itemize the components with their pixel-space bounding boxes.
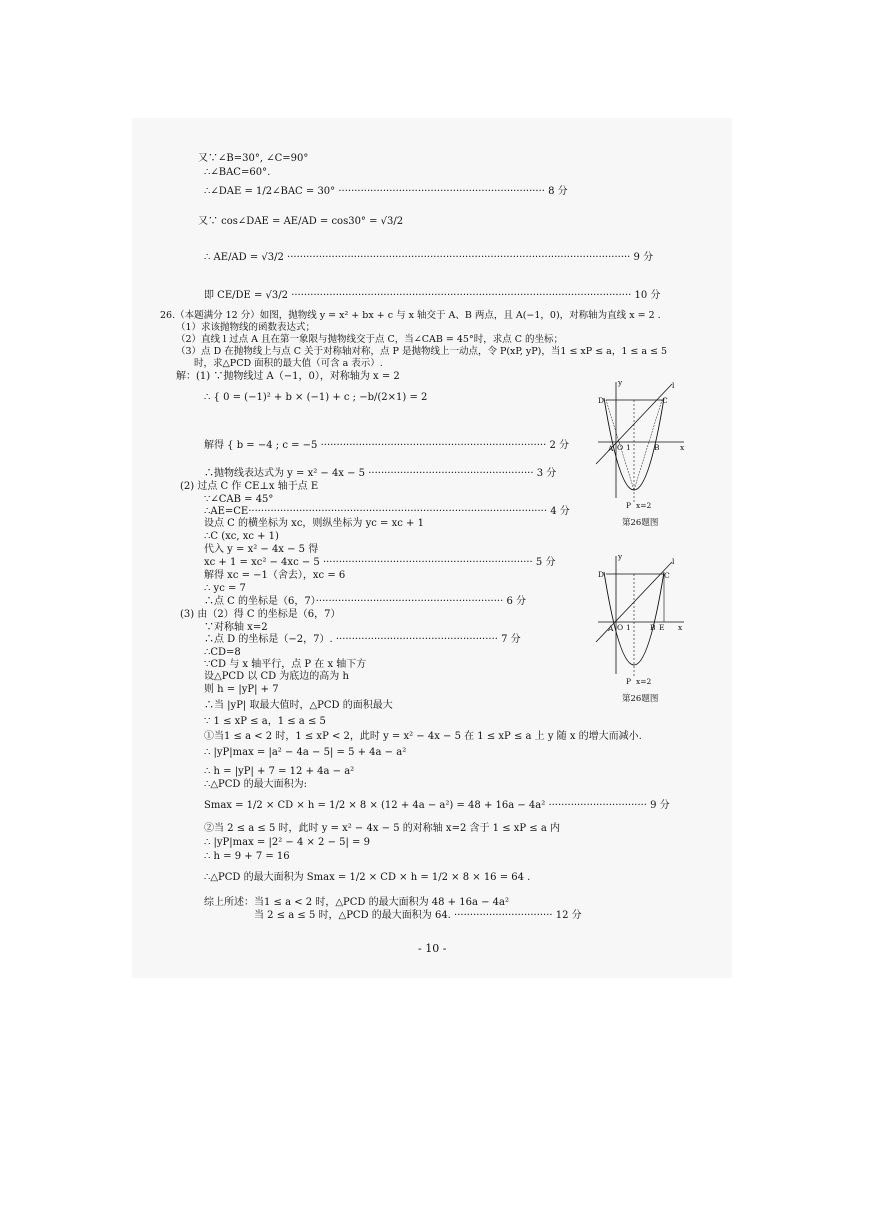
problem-part: （3）点 D 在抛物线上与点 C 关于对称轴对称，点 P 是抛物线上一动点，令 P(xP, yP)，当1 ≤ xP ≤ a，1 ≤ a ≤ 5 xyxy=(176,346,668,357)
solution-line: ∴ |yP|max = |a² − 4a − 5| = 5 + 4a − a² xyxy=(204,747,407,758)
solution-line: xc + 1 = xc² − 4xc − 5 ·································································· 5 分 xyxy=(204,557,556,568)
solution-line: ∴ { 0 = (−1)² + b × (−1) + c ; −b/(2×1) = 2 xyxy=(204,392,428,403)
solution-line: (2) 过点 C 作 CE⊥x 轴于点 E xyxy=(180,481,319,492)
solution-line: 又∵ cos∠DAE = AE/AD = cos30° = √3/2 xyxy=(198,216,404,227)
solution-line: ∴抛物线表达式为 y = x² − 4x − 5 ···················································· 3 分 xyxy=(204,468,557,479)
svg-text:P: P xyxy=(626,677,632,686)
solution-line: ∵∠CAB = 45° xyxy=(204,494,274,505)
problem-part: （1）求该抛物线的函数表达式； xyxy=(176,322,316,333)
figure-caption: 第26题图 xyxy=(622,694,659,704)
solution-line: (3) 由（2）得 C 的坐标是（6，7） xyxy=(180,609,341,620)
solution-line: ∴点 D 的坐标是（−2，7）. ··················································· 7 分 xyxy=(204,634,521,645)
svg-text:x: x xyxy=(678,623,683,632)
solution-line: 解：(1) ∵抛物线过 A（−1，0），对称轴为 x = 2 xyxy=(176,371,400,382)
svg-text:x=2: x=2 xyxy=(636,677,652,686)
solution-line: ∴C (xc, xc + 1) xyxy=(204,531,279,542)
parabola-figure-1 xyxy=(592,376,688,516)
solution-line: Smax = 1/2 × CD × h = 1/2 × 8 × (12 + 4a − a²) = 48 + 16a − 4a² ······························· 9 分 xyxy=(204,800,670,811)
problem-part: （2）直线 l 过点 A 且在第一象限与抛物线交于点 C，当∠CAB = 45°时，求点 C 的坐标； xyxy=(176,334,564,345)
solution-line: ∴ AE/AD = √3/2 ············································································································ 9 分 xyxy=(204,252,654,263)
svg-text:A: A xyxy=(608,624,614,633)
solution-line: 解得 xc = −1（舍去），xc = 6 xyxy=(204,570,346,581)
svg-text:y: y xyxy=(618,552,623,561)
page-number: - 10 - xyxy=(418,942,447,955)
parabola-figure-2 xyxy=(592,550,688,690)
solution-line: 即 CE/DE = √3/2 ··········································································································· 10 分 xyxy=(204,290,661,301)
svg-text:D: D xyxy=(598,396,605,405)
solution-line: ∴ h = |yP| + 7 = 12 + 4a − a² xyxy=(204,766,355,777)
svg-text:l: l xyxy=(672,557,675,566)
solution-line: ∴△PCD 的最大面积为: xyxy=(204,779,307,790)
svg-text:y: y xyxy=(618,378,623,387)
solution-line: 则 h = |yP| + 7 xyxy=(204,684,279,695)
solution-line: ∴CD=8 xyxy=(204,647,241,658)
solution-line: 代入 y = x² − 4x − 5 得 xyxy=(204,544,319,555)
solution-line: ∴AE=CE······························································································ 4 分 xyxy=(204,506,570,517)
solution-line: ∴△PCD 的最大面积为 Smax = 1/2 × CD × h = 1/2 × 8 × 16 = 64 . xyxy=(204,872,531,883)
solution-line: ∴点 C 的坐标是（6，7）··························································· 6 分 xyxy=(204,596,526,607)
svg-text:x: x xyxy=(680,443,685,452)
svg-text:A: A xyxy=(608,444,614,453)
svg-text:E: E xyxy=(659,623,665,632)
svg-text:O: O xyxy=(617,443,624,452)
svg-text:C: C xyxy=(662,396,668,405)
solution-line: ∴ h = 9 + 7 = 16 xyxy=(204,851,290,862)
solution-line: ①当1 ≤ a < 2 时，1 ≤ xP < 2，此时 y = x² − 4x − 5 在 1 ≤ xP ≤ a 上 y 随 x 的增大而减小. xyxy=(204,731,642,742)
solution-line: ②当 2 ≤ a ≤ 5 时，此时 y = x² − 4x − 5 的对称轴 x=2 含于 1 ≤ xP ≤ a 内 xyxy=(204,823,561,834)
svg-text:D: D xyxy=(598,570,605,579)
solution-line: 综上所述：当1 ≤ a < 2 时，△PCD 的最大面积为 48 + 16a − 4a² xyxy=(204,897,509,908)
solution-line: 设点 C 的横坐标为 xc，则纵坐标为 yc = xc + 1 xyxy=(204,518,424,529)
figure-caption: 第26题图 xyxy=(622,518,659,528)
solution-line: 解得 { b = −4 ; c = −5 ······································································· 2 分 xyxy=(204,440,569,451)
solution-line: 当 2 ≤ a ≤ 5 时，△PCD 的最大面积为 64. ······························· 12 分 xyxy=(254,910,582,921)
solution-line: ∵CD 与 x 轴平行，点 P 在 x 轴下方 xyxy=(204,659,367,670)
svg-text:1: 1 xyxy=(626,443,631,452)
svg-text:C: C xyxy=(664,571,670,580)
svg-text:P: P xyxy=(626,501,632,510)
svg-text:B: B xyxy=(650,623,656,632)
problem-statement: 26.（本题满分 12 分）如图，抛物线 y = x² + bx + c 与 x 轴交于 A、B 两点，且 A(−1，0)，对称轴为直线 x = 2 . xyxy=(160,310,661,321)
solution-line: ∴ |yP|max = |2² − 4 × 2 − 5| = 9 xyxy=(204,837,370,848)
solution-line: ∴∠DAE = 1/2∠BAC = 30° ································································· 8 分 xyxy=(204,186,568,197)
solution-line: ∵ 1 ≤ xP ≤ a，1 ≤ a ≤ 5 xyxy=(204,716,326,727)
solution-line: ∴当 |yP| 取最大值时，△PCD 的面积最大 xyxy=(204,700,393,711)
svg-text:l: l xyxy=(672,381,675,390)
solution-line: ∵对称轴 x=2 xyxy=(204,622,268,633)
solution-line: ∴ yc = 7 xyxy=(204,583,246,594)
solution-line: 又∵∠B=30°, ∠C=90° xyxy=(198,153,309,164)
problem-part: 时，求△PCD 面积的最大值（可含 a 表示）. xyxy=(194,358,383,369)
svg-text:1: 1 xyxy=(626,623,631,632)
svg-text:B: B xyxy=(654,443,660,452)
solution-line: ∴∠BAC=60°. xyxy=(204,167,271,178)
svg-text:x=2: x=2 xyxy=(636,501,652,510)
solution-line: 设△PCD 以 CD 为底边的高为 h xyxy=(204,671,349,682)
svg-text:O: O xyxy=(617,623,624,632)
